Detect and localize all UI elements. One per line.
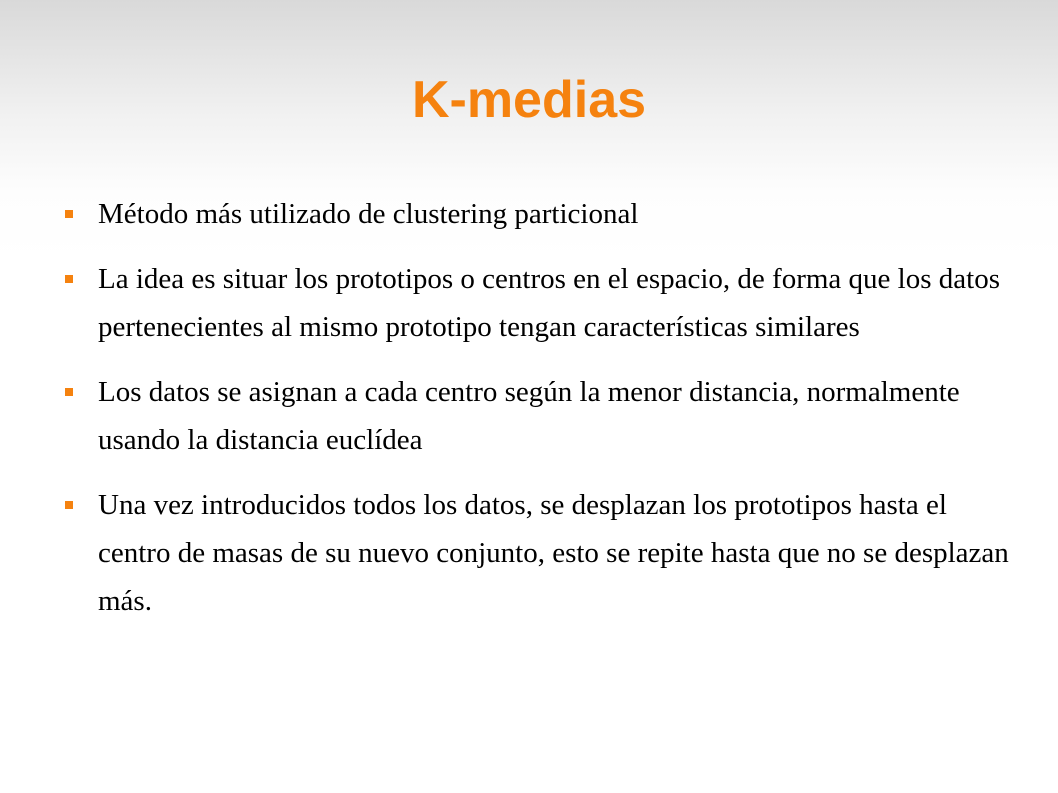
bullet-list (98, 190, 1018, 642)
bullet-item (98, 255, 1018, 351)
orange-square-icon (65, 275, 73, 283)
bullet-item (98, 481, 1018, 625)
bullet-text: La idea es situar los prototipos o centros en el espacio, de forma que los datos pertenecientes al mismo prototipo tengan características similares (98, 263, 1000, 343)
bullet-text: Método más utilizado de clustering particional (98, 198, 639, 230)
orange-square-icon (65, 501, 73, 509)
bullet-text: Los datos se asignan a cada centro según la menor distancia, normalmente usando la distancia euclídea (98, 376, 960, 456)
orange-square-icon (65, 388, 73, 396)
bullet-item (98, 190, 1018, 238)
bullet-text: Una vez introducidos todos los datos, se desplazan los prototipos hasta el centro de masas de su nuevo conjunto, esto se repite hasta que no se desplazan más. (98, 489, 1009, 617)
slide-title: K-medias (411, 71, 647, 129)
bullet-item (98, 368, 1018, 464)
orange-square-icon (65, 210, 73, 218)
